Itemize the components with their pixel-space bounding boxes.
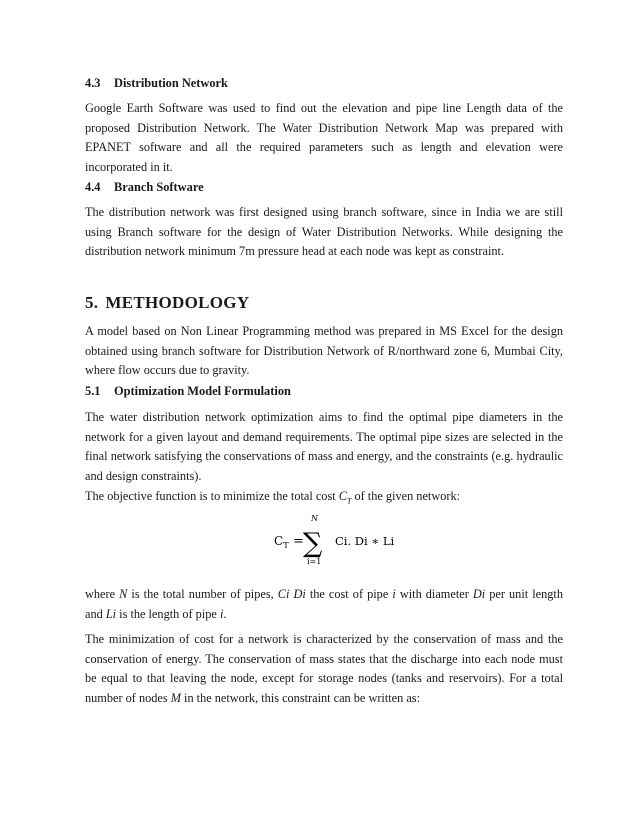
cost-symbol: $C_T$ (338, 489, 352, 506)
sum-sign-icon: ∑ (303, 528, 323, 559)
section-number: 5.1 (85, 384, 101, 398)
paragraph-text (85, 487, 563, 511)
paragraph-optimization (85, 408, 563, 486)
objective-tail: of the given network: (354, 489, 461, 503)
paragraph-text: Google Earth Software was used to find out the elevation and pipe line Length data of the proposed Distribution Network. The Water Distribution Network Map was prepared with EPANET software and all the required parameters such as length and elevation were incorporated in it. (85, 101, 563, 174)
equation-rhs: Ci. Di ∗ Li (335, 534, 395, 548)
paragraph-text: The water distribution network optimization aims to find the optimal pipe diameters in the network for a given layout and demand requirements. The optimal pipe sizes are selected in the final network satisfying the conservations of mass and energy, and the constraints (e.g. hydraulic and design constraints). (85, 410, 563, 483)
paragraph-methodology (85, 322, 563, 381)
equation-graphic (260, 510, 410, 566)
paragraph-where (85, 585, 563, 624)
section-heading-4-4 (85, 180, 565, 195)
chapter-number: 5. (85, 293, 99, 312)
section-title: Optimization Model Formulation (114, 384, 291, 398)
equation-lhs: $C_T$ (274, 534, 289, 550)
section-number: 4.4 (85, 180, 101, 194)
chapter-heading-methodology (85, 293, 249, 313)
section-number: 4.3 (85, 76, 101, 90)
paragraph-text: where N is the total number of pipes, Ci Di the cost of pipe i with diameter Di per unit length and Li is the length of pipe i. (85, 587, 563, 621)
paragraph-text: The minimization of cost for a network is characterized by the conservation of mass and the conservation of energy. The conservation of mass states that the discharge into each node must be equal to that leaving the node, except for storage nodes (tanks and reservoirs). For a total number of nodes M in the network, this constraint can be written as: (85, 632, 563, 705)
section-title: Branch Software (114, 180, 204, 194)
section-heading-5-1 (85, 384, 565, 399)
paragraph-distribution-network (85, 99, 563, 177)
chapter-title: METHODOLOGY (105, 293, 250, 312)
equals-sign: = (293, 534, 304, 549)
section-title: Distribution Network (114, 76, 228, 90)
section-heading-4-3 (85, 76, 565, 91)
objective-equation (260, 510, 410, 566)
sum-lower-limit: i=1 (307, 557, 322, 566)
paragraph-text: A model based on Non Linear Programming method was prepared in MS Excel for the design obtained using branch software for Distribution Network of R/northward zone 6, Mumbai City, where flow occurs due to gravity. (85, 324, 563, 378)
paragraph-objective (85, 487, 563, 511)
paragraph-branch-software (85, 203, 563, 262)
objective-text: The objective function is to minimize the total cost (85, 489, 336, 503)
paragraph-text: The distribution network was first designed using branch software, since in India we are still using Branch software for the design of Water Distribution Networks. While designing the distribution network minimum 7m pressure head at each node was kept as constraint. (85, 205, 563, 259)
paragraph-conservation (85, 630, 563, 708)
sum-upper-limit: N (311, 514, 318, 523)
